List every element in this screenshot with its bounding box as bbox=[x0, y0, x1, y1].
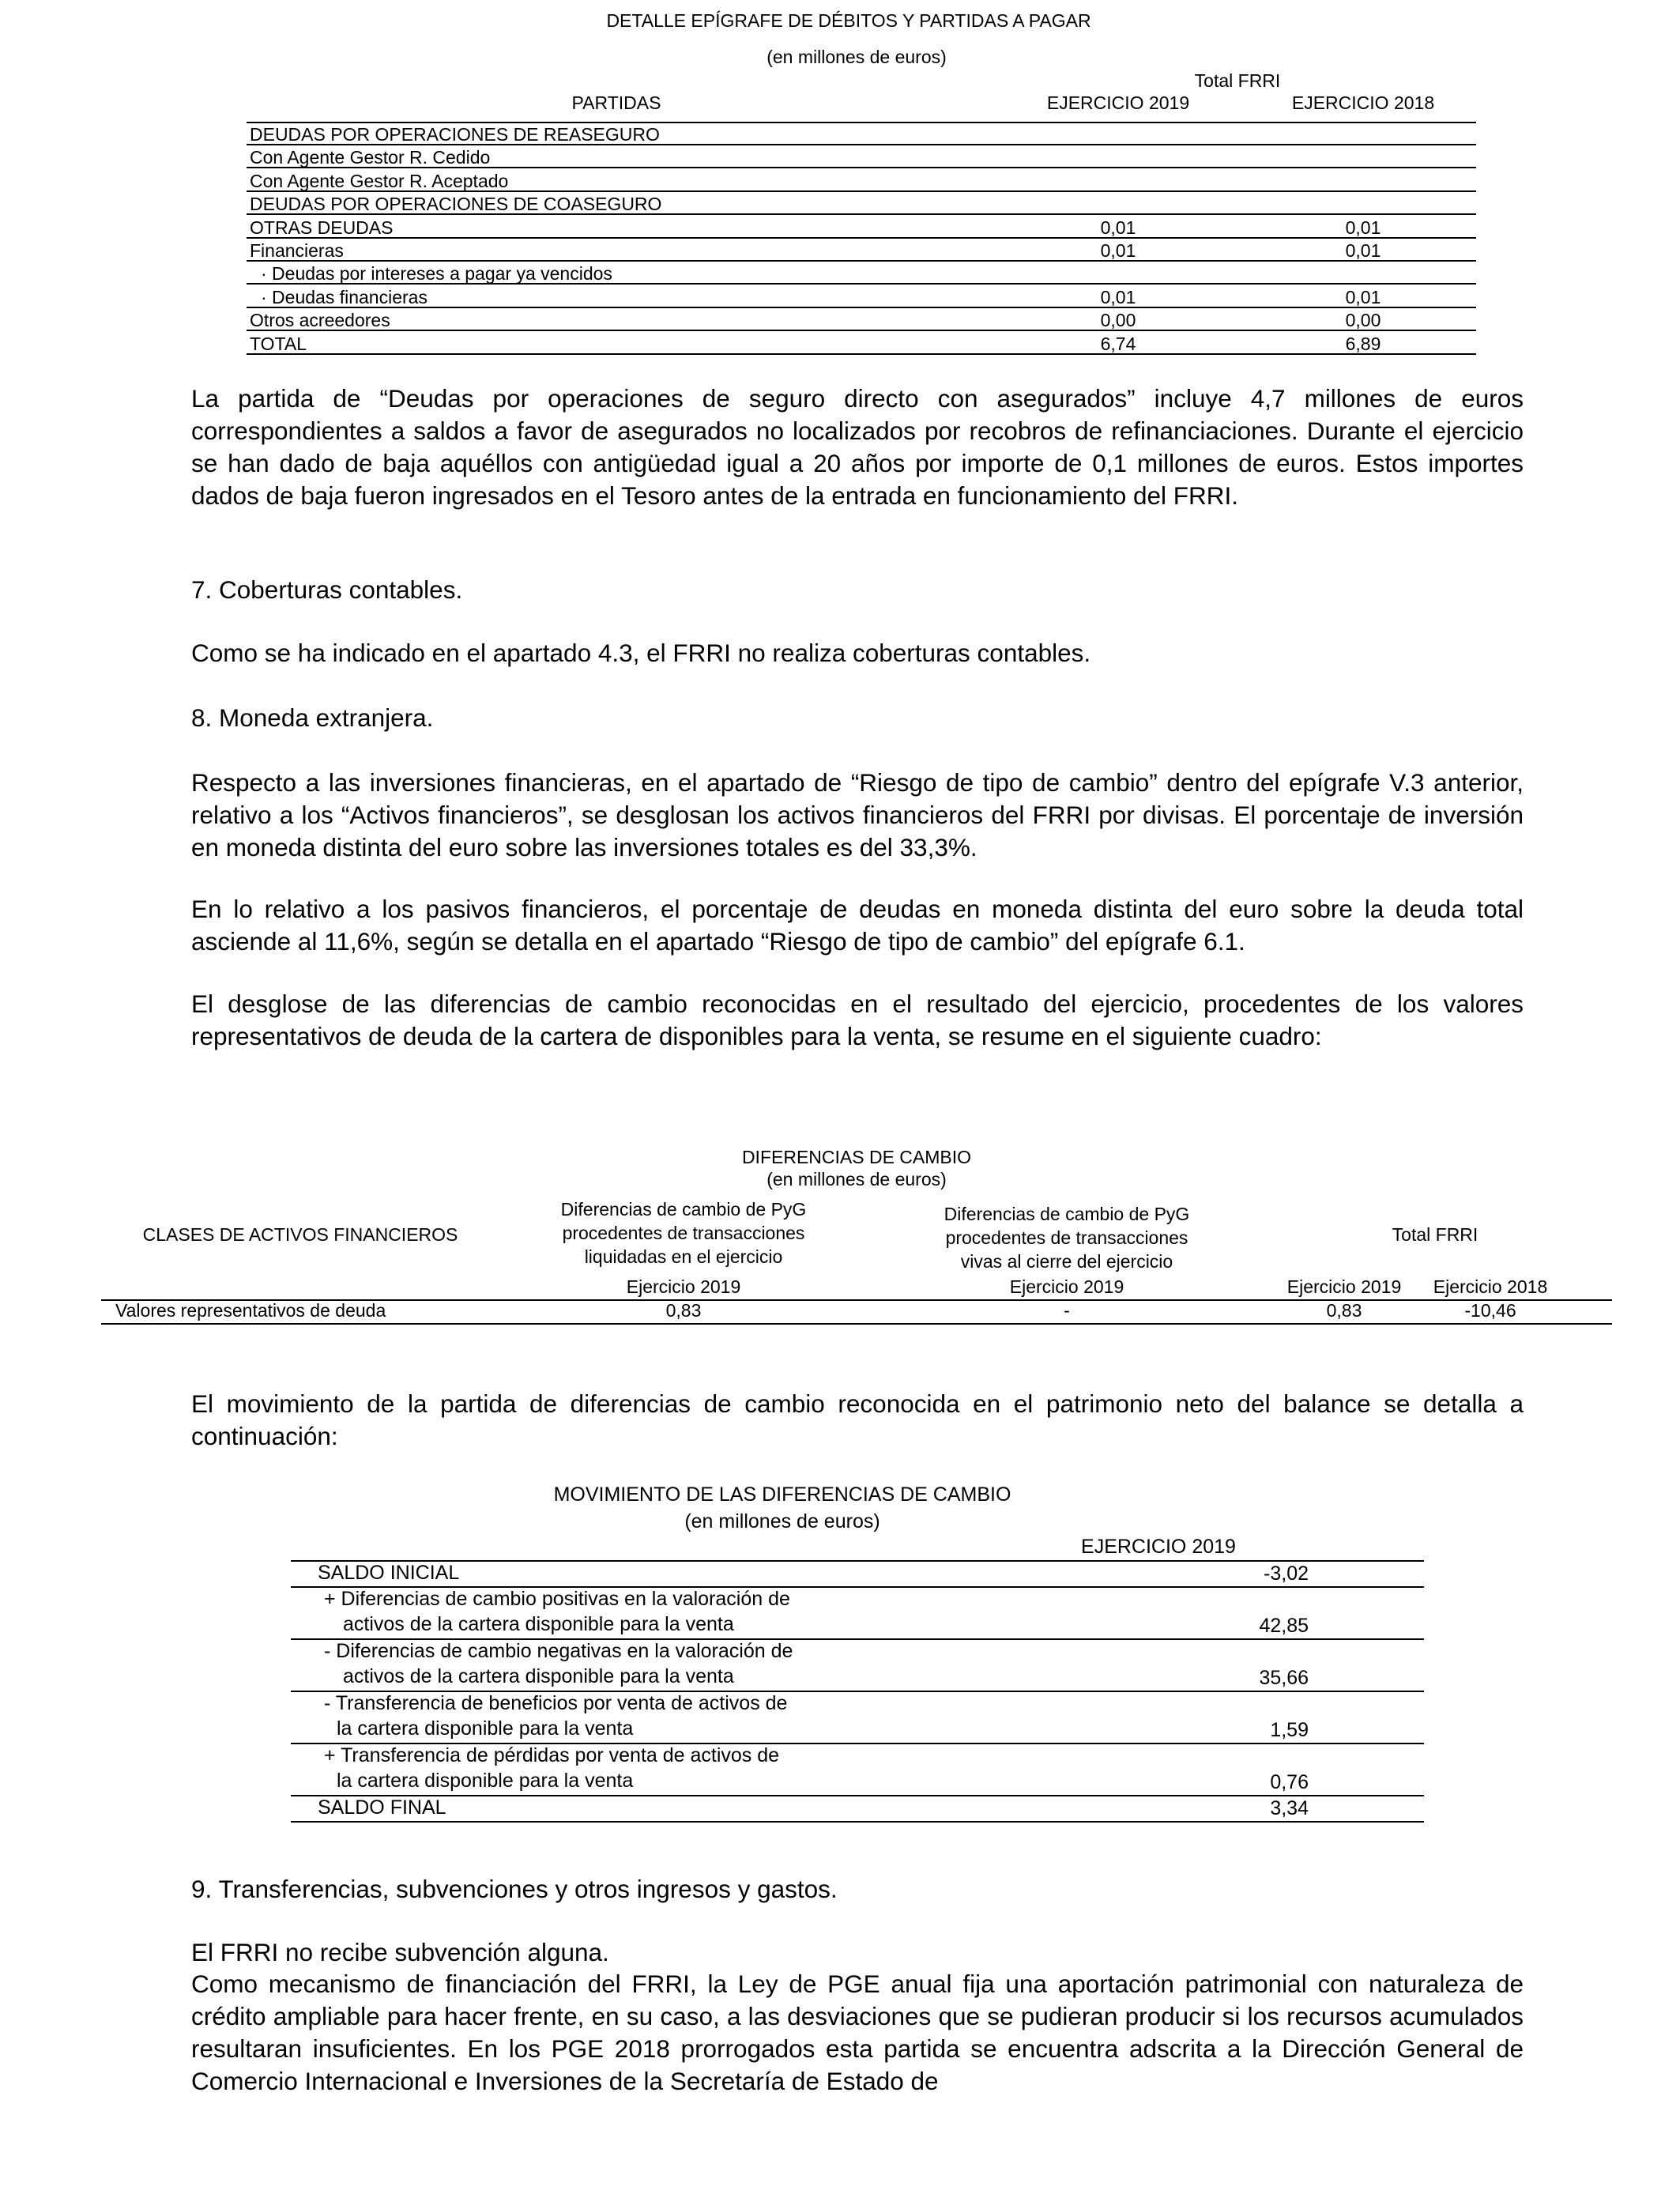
heading-transferencias: 9. Transferencias, subvenciones y otros ingresos y gastos. bbox=[191, 1875, 838, 1903]
table1-row-divider bbox=[247, 213, 1476, 215]
table1-row-divider bbox=[247, 330, 1476, 331]
table3-row-value: 1,59 bbox=[1270, 1719, 1309, 1741]
table1-row-label: Con Agente Gestor R. Aceptado bbox=[250, 170, 509, 191]
table3-row-label-1: + Diferencias de cambio positivas en la valoración de bbox=[324, 1588, 790, 1610]
table1-row-2019: 0,01 bbox=[1100, 240, 1136, 261]
paragraph-deudas-seguro: La partida de “Deudas por operaciones de seguro directo con asegurados” incluye 4,7 millones de euros correspondientes a saldos a favor de asegurados no localizados por recobros de refinanciaciones. Durante el ejercicio se han dado de baja aquéllos con antigüedad igual a 20 años por importe de 0,1 millones de euros. Estos importes dados de baja fueron ingresados en el Tesoro antes de la entrada en funcionamiento del FRRI. bbox=[191, 384, 1524, 510]
table3-row-label-2: la cartera disponible para la venta bbox=[337, 1717, 634, 1740]
table3-row-label-1: SALDO INICIAL bbox=[318, 1562, 460, 1584]
table1-col-2018: EJERCICIO 2018 bbox=[1291, 92, 1435, 113]
table2-col-vivas-2: procedentes de transacciones bbox=[945, 1227, 1188, 1248]
table1-subtitle: (en millones de euros) bbox=[767, 47, 947, 67]
table2-col-clases: CLASES DE ACTIVOS FINANCIEROS bbox=[142, 1224, 458, 1245]
table1-row-2019: 0,00 bbox=[1100, 310, 1136, 331]
table2-subtitle: (en millones de euros) bbox=[767, 1169, 947, 1189]
table1-row-2018: 0,00 bbox=[1345, 310, 1381, 331]
table3-row-value: 42,85 bbox=[1259, 1615, 1309, 1637]
table3-row-label-1: + Transferencia de pérdidas por venta de activos de bbox=[324, 1744, 780, 1766]
table3-row-label-1: - Transferencia de beneficios por venta de activos de bbox=[324, 1692, 788, 1714]
table3-subtitle: (en millones de euros) bbox=[684, 1510, 880, 1532]
table1-row-2019: 0,01 bbox=[1100, 217, 1136, 238]
table3-row-value: 35,66 bbox=[1259, 1667, 1309, 1689]
table1-row-label: DEUDAS POR OPERACIONES DE COASEGURO bbox=[250, 194, 662, 215]
table1-row-label: · Deudas financieras bbox=[261, 286, 428, 307]
table2-row-total-2019: 0,83 bbox=[1326, 1300, 1362, 1321]
paragraph-no-subvencion: El FRRI no recibe subvención alguna. bbox=[191, 1938, 609, 1966]
table1-row-2018: 0,01 bbox=[1345, 217, 1381, 238]
table3-row-label-1: SALDO FINAL bbox=[318, 1796, 446, 1819]
paragraph-inversiones-financieras: Respecto a las inversiones financieras, en el apartado de “Riesgo de tipo de cambio” dentro del epígrafe V.3 anterior, relativo a los “Activos financieros”, se desglosan los activos financieros del FRRI por divisas. El porcentaje de inversión en moneda distinta del euro sobre las inversiones totales es del 33,3%. bbox=[191, 768, 1524, 861]
paragraph-coberturas: Como se ha indicado en el apartado 4.3, el FRRI no realiza coberturas contables. bbox=[191, 639, 1091, 667]
table1-col-partidas: PARTIDAS bbox=[571, 92, 661, 113]
heading-moneda-extranjera: 8. Moneda extranjera. bbox=[191, 703, 434, 732]
table3-title: MOVIMIENTO DE LAS DIFERENCIAS DE CAMBIO bbox=[553, 1483, 1011, 1506]
table1-row-label: OTRAS DEUDAS bbox=[250, 217, 394, 238]
table1-row-divider bbox=[247, 237, 1476, 239]
table3-row-divider bbox=[291, 1821, 1424, 1823]
table1-row-divider bbox=[247, 167, 1476, 168]
heading-coberturas: 7. Coberturas contables. bbox=[191, 575, 463, 604]
table2-title: DIFERENCIAS DE CAMBIO bbox=[741, 1147, 972, 1167]
table2-row-vivas: - bbox=[1064, 1300, 1070, 1321]
table2-col-vivas-1: Diferencias de cambio de PyG bbox=[944, 1204, 1190, 1224]
table2-col-liquidadas-1: Diferencias de cambio de PyG bbox=[560, 1199, 807, 1220]
table2-sub-liquidadas: Ejercicio 2019 bbox=[626, 1276, 741, 1297]
table3-row-label-2: la cartera disponible para la venta bbox=[337, 1770, 634, 1792]
table1-title: DETALLE EPÍGRAFE DE DÉBITOS Y PARTIDAS A PAGAR bbox=[606, 10, 1091, 31]
table1-total-header: Total FRRI bbox=[1194, 70, 1281, 91]
table2-sub-total-2019: Ejercicio 2019 bbox=[1286, 1276, 1402, 1297]
table1-row-2019: 0,01 bbox=[1100, 286, 1136, 307]
paragraph-mecanismo-financiacion: Como mecanismo de financiación del FRRI, la Ley de PGE anual fija una aportación patrimonial con naturaleza de crédito ampliable para hacer frente, en su caso, a las desviaciones que se pudieran producir si los recursos acumulados resultaran insuficientes. En los PGE 2018 prorrogados esta partida se encuentra adscrita a la Dirección General de Comercio Internacional e Inversiones de la Secretaría de Estado de bbox=[191, 1970, 1524, 2095]
table1-row-2019: 6,74 bbox=[1100, 333, 1136, 354]
table2-col-liquidadas-2: procedentes de transacciones bbox=[562, 1223, 805, 1243]
table2-col-total: Total FRRI bbox=[1392, 1224, 1478, 1245]
table1-row-label: Con Agente Gestor R. Cedido bbox=[250, 147, 491, 168]
table1-row-divider bbox=[247, 307, 1476, 308]
table3-row-value: 0,76 bbox=[1270, 1771, 1309, 1793]
table1-row-label: Financieras bbox=[250, 240, 344, 261]
table1-row-label: DEUDAS POR OPERACIONES DE REASEGURO bbox=[250, 124, 660, 145]
table3-row-label-2: activos de la cartera disponible para la venta bbox=[343, 1665, 734, 1687]
table2-row-liquidadas: 0,83 bbox=[665, 1300, 702, 1321]
table1-row-label: Otros acreedores bbox=[250, 310, 390, 331]
table3-row-label-1: - Diferencias de cambio negativas en la valoración de bbox=[324, 1640, 793, 1662]
table2-sub-total-2018: Ejercicio 2018 bbox=[1433, 1276, 1548, 1297]
table2-col-liquidadas-3: liquidadas en el ejercicio bbox=[584, 1246, 783, 1267]
table2-bottom-line bbox=[101, 1323, 1612, 1325]
table3-row-label-2: activos de la cartera disponible para la venta bbox=[343, 1613, 734, 1635]
table2-sub-vivas: Ejercicio 2019 bbox=[1009, 1276, 1124, 1297]
table2-col-vivas-3: vivas al cierre del ejercicio bbox=[960, 1251, 1173, 1272]
table3-row-value: -3,02 bbox=[1264, 1563, 1309, 1585]
table1-row-divider bbox=[247, 190, 1476, 192]
table1-row-divider bbox=[247, 353, 1476, 355]
table1-row-divider bbox=[247, 144, 1476, 145]
table1-col-2019: EJERCICIO 2019 bbox=[1046, 92, 1190, 113]
table1-row-2018: 0,01 bbox=[1345, 286, 1381, 307]
table3-col-2019: EJERCICIO 2019 bbox=[1081, 1536, 1236, 1558]
table2-row-label: Valores representativos de deuda bbox=[115, 1300, 386, 1321]
table1-row-divider bbox=[247, 260, 1476, 262]
table1-row-divider bbox=[247, 283, 1476, 285]
table1-row-2018: 0,01 bbox=[1345, 240, 1381, 261]
table1-row-label: · Deudas por intereses a pagar ya vencidos bbox=[261, 263, 612, 285]
table1-header-divider bbox=[247, 122, 1476, 123]
table1-row-2018: 6,89 bbox=[1345, 333, 1381, 354]
paragraph-movimiento-diferencias: El movimiento de la partida de diferencias de cambio reconocida en el patrimonio neto del balance se detalla a continuación: bbox=[191, 1389, 1524, 1450]
table1-row-label: TOTAL bbox=[250, 333, 307, 354]
table3-row-value: 3,34 bbox=[1270, 1797, 1309, 1819]
paragraph-pasivos-financieros: En lo relativo a los pasivos financieros, el porcentaje de deudas en moneda distinta del euro sobre la deuda total asciende al 11,6%, según se detalla en el apartado “Riesgo de tipo de cambio” del epígrafe 6.1. bbox=[191, 895, 1524, 956]
table2-row-total-2018: -10,46 bbox=[1464, 1300, 1516, 1321]
paragraph-desglose-diferencias: El desglose de las diferencias de cambio reconocidas en el resultado del ejercicio, procedentes de los valores representativos de deuda de la cartera de disponibles para la venta, se resume en el siguiente cuadro: bbox=[191, 990, 1524, 1050]
